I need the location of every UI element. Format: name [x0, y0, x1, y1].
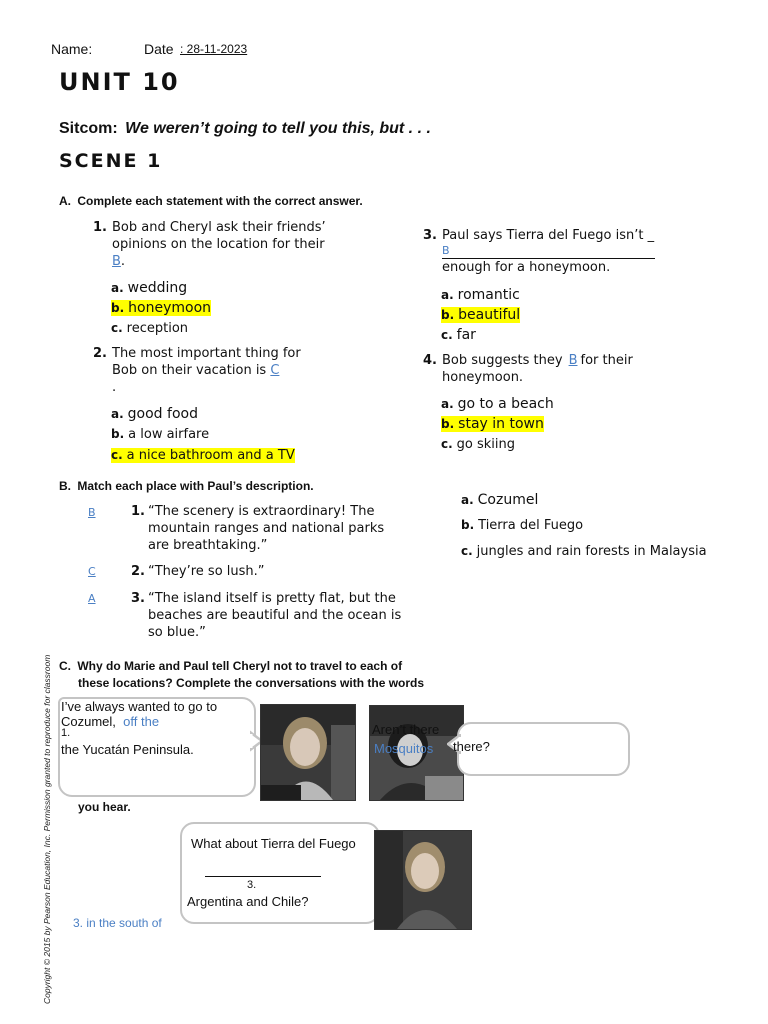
question-3-number: 3.: [423, 228, 437, 243]
option-letter: a.: [111, 407, 124, 421]
photo-cheryl-1-image: [261, 705, 355, 800]
match-desc-line: beaches are beautiful and the ocean is: [148, 608, 402, 623]
match-answer-1: B: [88, 506, 96, 519]
match-item-1: [88, 504, 128, 521]
bubble-1-line3: the Yucatán Peninsula.: [61, 742, 194, 757]
question-1-option-c: [111, 318, 211, 339]
answer-3-text: 3. in the south of: [73, 916, 162, 930]
bubble-1-answer: off the: [123, 714, 160, 729]
match-desc-line: “They’re so lush.”: [148, 564, 265, 579]
photo-cheryl-2: [374, 830, 472, 930]
question-3-option-c: [441, 325, 520, 345]
match-number: 1.: [131, 504, 145, 519]
speech-bubble-1-text: [61, 699, 217, 757]
question-3-text-line1: Paul says Tierra del Fuego isn’t: [442, 228, 644, 243]
match-desc-line: “The island itself is pretty flat, but the: [148, 591, 396, 606]
question-3-option-b: [441, 305, 520, 325]
place-text: Tierra del Fuego: [478, 518, 584, 533]
question-1-option-a: [111, 278, 211, 298]
question-3-blank-mark: _: [647, 228, 655, 243]
question-1-options: [111, 278, 211, 339]
option-text: far: [456, 327, 476, 343]
option-letter: b.: [441, 308, 455, 322]
question-2: [93, 345, 301, 396]
option-letter: b.: [111, 301, 125, 315]
section-c-instruction-line1: Why do Marie and Paul tell Cheryl not to travel to each of: [77, 659, 403, 673]
option-text: wedding: [127, 280, 188, 296]
option-letter: a.: [111, 281, 124, 295]
question-2-text-line2: Bob on their vacation is: [112, 363, 267, 378]
option-text: a low airfare: [128, 427, 210, 442]
option-text-highlighted: a nice bathroom and a TV: [126, 448, 295, 463]
question-4-options: [441, 394, 554, 455]
match-desc-3: [131, 590, 401, 641]
section-b-instruction: Match each place with Paul’s description.: [77, 479, 314, 493]
option-letter: b.: [111, 427, 125, 441]
option-letter: c.: [441, 328, 453, 342]
option-text-highlighted: beautiful: [458, 307, 521, 323]
option-letter: c.: [111, 321, 123, 335]
option-letter: c.: [441, 437, 453, 451]
name-label: Name:: [51, 41, 93, 57]
date-value: : 28-11-2023: [180, 42, 248, 56]
place-a: [461, 492, 707, 518]
question-3-text-line2: enough for a honeymoon.: [442, 260, 611, 275]
question-4-answer: B: [568, 353, 578, 368]
option-text: go to a beach: [457, 396, 554, 412]
place-letter: c.: [461, 544, 473, 558]
section-a-heading: [59, 194, 363, 208]
photo-marie-overlap-text: Aren’t there: [372, 722, 440, 737]
match-desc-line: mountain ranges and national parks: [148, 521, 385, 536]
question-1-text-line1: Bob and Cheryl ask their friends’: [112, 220, 326, 235]
option-text-highlighted: stay in town: [458, 416, 544, 432]
section-c-instruction-line2: these locations? Complete the conversations with the words: [78, 676, 425, 690]
question-1-answer: B: [112, 254, 121, 269]
option-letter: c.: [111, 448, 123, 462]
question-3-option-a: [441, 285, 520, 305]
section-a-letter: A.: [59, 194, 71, 208]
match-item-2: [88, 565, 96, 578]
question-2-options: [111, 404, 295, 466]
place-letter: b.: [461, 518, 475, 532]
match-desc-2: [131, 563, 265, 580]
sitcom-title: We weren’t going to tell you this, but . . .: [125, 120, 431, 137]
match-answer-2: C: [88, 565, 96, 578]
question-4-text-before: Bob suggests they: [442, 353, 563, 368]
bubble-2-tail-text: there?: [453, 739, 490, 754]
question-4-option-b: [441, 414, 554, 434]
section-b-heading: [59, 479, 314, 493]
section-b-letter: B.: [59, 479, 71, 493]
copyright-notice: Copyright © 2015 by Pearson Education, Inc. Permission granted to reproduce for classroom: [42, 654, 52, 1004]
match-item-3: [88, 592, 96, 605]
bubble-3-number: 3.: [247, 879, 257, 891]
sitcom-label: Sitcom:: [59, 120, 118, 137]
bubble-1-line1: I’ve always wanted to go to: [61, 699, 218, 714]
question-2-text-line1: The most important thing for: [112, 346, 301, 361]
unit-title: UNIT 10: [59, 68, 180, 96]
match-number: 3.: [131, 591, 145, 606]
question-2-period: .: [112, 380, 117, 395]
section-c-instruction-line3: you hear.: [78, 800, 131, 814]
option-letter: a.: [441, 288, 454, 302]
question-2-option-b: [111, 424, 295, 445]
bubble-1-line2: Cozumel,: [61, 714, 116, 729]
question-1-period: .: [120, 254, 126, 269]
question-2-option-c: [111, 445, 295, 466]
question-1-text-line2: opinions on the location for their: [112, 237, 325, 252]
option-text: good food: [127, 406, 198, 422]
option-text: go skiing: [456, 437, 516, 452]
question-4-option-a: [441, 394, 554, 414]
question-3-options: [441, 285, 520, 345]
question-3-answer: B: [442, 244, 450, 257]
question-4-text-after: for their: [580, 353, 633, 368]
option-letter: b.: [441, 417, 455, 431]
bubble-3-line1: What about Tierra del Fuego: [191, 836, 356, 851]
question-2-option-a: [111, 404, 295, 424]
question-4-option-c: [441, 434, 554, 455]
option-text: romantic: [457, 287, 520, 303]
match-desc-line: so blue.”: [148, 625, 206, 640]
question-2-answer: C: [270, 363, 280, 378]
section-a-instruction: Complete each statement with the correct answer.: [77, 194, 363, 208]
bubble-3-blank-line: [205, 876, 321, 877]
photo-cheryl-2-image: [375, 831, 471, 929]
section-c-letter: C.: [59, 659, 71, 673]
bubble-1-number: 1.: [61, 727, 71, 739]
place-c: [461, 544, 707, 559]
question-1-number: 1.: [93, 220, 107, 235]
match-desc-1: [131, 503, 384, 554]
bubble-2-answer: Mosquitos: [374, 741, 434, 756]
photo-cheryl-1: [260, 704, 356, 801]
question-1-option-b: [111, 298, 211, 318]
sitcom-heading: [59, 120, 431, 138]
place-letter: a.: [461, 493, 474, 507]
place-b: [461, 518, 707, 544]
option-text: reception: [126, 321, 189, 336]
question-3: [423, 227, 663, 276]
place-text: jungles and rain forests in Malaysia: [476, 544, 707, 559]
question-1: [93, 219, 326, 270]
match-number: 2.: [131, 564, 145, 579]
place-text: Cozumel: [477, 492, 539, 508]
match-desc-line: “The scenery is extraordinary! The: [148, 504, 375, 519]
match-answer-3: A: [88, 592, 96, 605]
bubble-3-line2: Argentina and Chile?: [187, 894, 309, 909]
option-letter: a.: [441, 397, 454, 411]
section-c-heading: [59, 658, 424, 692]
scene-title: SCENE 1: [59, 150, 163, 172]
question-4-text-line2: honeymoon.: [442, 370, 524, 385]
question-4: [423, 352, 633, 386]
place-list: [461, 492, 707, 559]
date-label: Date: [144, 41, 174, 57]
question-4-number: 4.: [423, 353, 437, 368]
match-desc-line: are breathtaking.”: [148, 538, 268, 553]
question-2-number: 2.: [93, 346, 107, 361]
option-text-highlighted: honeymoon: [128, 300, 212, 316]
